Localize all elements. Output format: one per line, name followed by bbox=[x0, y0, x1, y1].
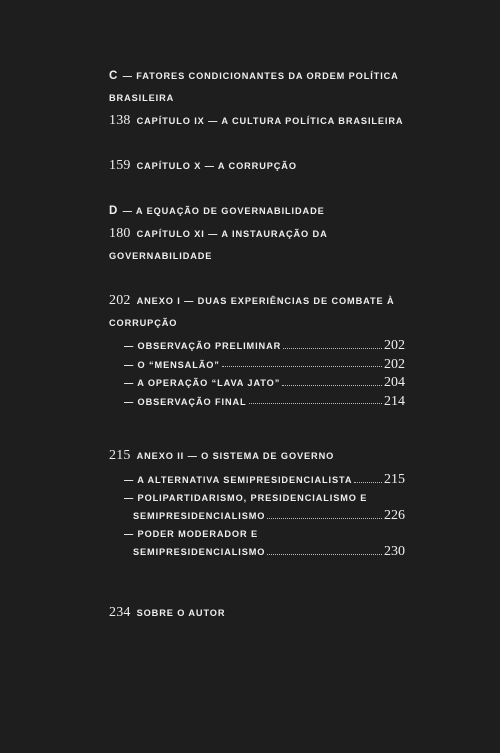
toc-item-line bbox=[124, 490, 405, 508]
section-d-heading bbox=[109, 199, 405, 222]
toc-item-label: — O “MENSALÃO” bbox=[124, 359, 220, 370]
annex-page: 215 bbox=[109, 448, 131, 463]
toc-item-page: 214 bbox=[384, 393, 405, 409]
dot-leader bbox=[354, 482, 382, 483]
chapter-entry bbox=[109, 222, 405, 245]
toc-item bbox=[124, 471, 405, 490]
toc-item-page: 215 bbox=[384, 472, 405, 487]
toc-item-line bbox=[124, 526, 405, 544]
dot-leader bbox=[283, 348, 382, 349]
toc-item-page: 202 bbox=[384, 338, 405, 353]
chapter-title-continuation: GOVERNABILIDADE bbox=[109, 251, 213, 261]
annex-page: 202 bbox=[109, 293, 131, 308]
chapter-entry bbox=[109, 154, 405, 177]
dot-leader bbox=[282, 385, 382, 386]
chapter-x-block bbox=[109, 154, 405, 177]
dot-leader bbox=[249, 403, 382, 404]
author-title: SOBRE O AUTOR bbox=[136, 607, 226, 618]
annex-heading bbox=[109, 289, 405, 312]
annex-1 bbox=[109, 289, 405, 334]
section-heading-text: — FATORES CONDICIONANTES DA ORDEM POLÍTICA bbox=[122, 71, 399, 81]
section-letter: D bbox=[109, 205, 118, 217]
chapter-page: 180 bbox=[109, 226, 131, 241]
toc-item-label-continuation: SEMIPRESIDENCIALISMO bbox=[133, 511, 266, 521]
toc-item-page: 230 bbox=[384, 544, 405, 559]
chapter-title: CAPÍTULO XI — A INSTAURAÇÃO DA bbox=[136, 229, 328, 239]
author-entry bbox=[109, 601, 405, 624]
toc-item-page: 202 bbox=[384, 356, 405, 372]
annex-heading bbox=[109, 444, 405, 467]
toc-item bbox=[124, 337, 405, 356]
chapter-title: CAPÍTULO IX — A CULTURA POLÍTICA BRASILEIRA bbox=[136, 116, 404, 126]
about-author bbox=[109, 601, 405, 624]
toc-item bbox=[124, 393, 405, 412]
toc-item-label: — PODER MODERADOR E bbox=[124, 528, 258, 539]
toc-item bbox=[133, 543, 405, 562]
chapter-page: 159 bbox=[109, 158, 131, 173]
section-c-heading bbox=[109, 64, 405, 87]
section-d bbox=[109, 199, 405, 267]
annex-title-continuation: CORRUPÇÃO bbox=[109, 318, 178, 328]
toc-item bbox=[124, 374, 405, 393]
toc-item-label: — POLIPARTIDARISMO, PRESIDENCIALISMO E bbox=[124, 492, 368, 503]
toc-item-page: 226 bbox=[384, 508, 405, 523]
toc-item-label: — A ALTERNATIVA SEMIPRESIDENCIALISTA bbox=[124, 475, 353, 485]
toc-item-label: — A OPERAÇÃO “LAVA JATO” bbox=[124, 378, 281, 388]
annex-2 bbox=[109, 444, 405, 467]
annex-1-items bbox=[124, 337, 405, 411]
toc-item bbox=[124, 356, 405, 375]
section-heading-continuation: BRASILEIRA bbox=[109, 93, 175, 103]
section-heading-text: — A EQUAÇÃO DE GOVERNABILIDADE bbox=[122, 206, 325, 216]
toc-item-label: — OBSERVAÇÃO FINAL bbox=[124, 396, 247, 407]
section-letter: C bbox=[109, 70, 118, 82]
annex-2-items bbox=[124, 471, 405, 562]
toc-item-label: — OBSERVAÇÃO PRELIMINAR bbox=[124, 341, 282, 351]
chapter-title: CAPÍTULO X — A CORRUPÇÃO bbox=[136, 161, 297, 171]
dot-leader bbox=[222, 366, 382, 367]
dot-leader bbox=[267, 518, 382, 519]
section-c bbox=[109, 64, 405, 132]
chapter-page: 138 bbox=[109, 113, 131, 128]
toc-item-page: 204 bbox=[384, 375, 405, 390]
toc-item-label-continuation: SEMIPRESIDENCIALISMO bbox=[133, 547, 266, 557]
dot-leader bbox=[267, 554, 382, 555]
toc-item bbox=[133, 507, 405, 526]
annex-title: ANEXO II — O SISTEMA DE GOVERNO bbox=[136, 451, 335, 461]
author-page: 234 bbox=[109, 604, 131, 620]
annex-title: ANEXO I — DUAS EXPERIÊNCIAS DE COMBATE À bbox=[136, 296, 395, 306]
chapter-entry bbox=[109, 109, 405, 132]
table-of-contents bbox=[109, 64, 405, 624]
